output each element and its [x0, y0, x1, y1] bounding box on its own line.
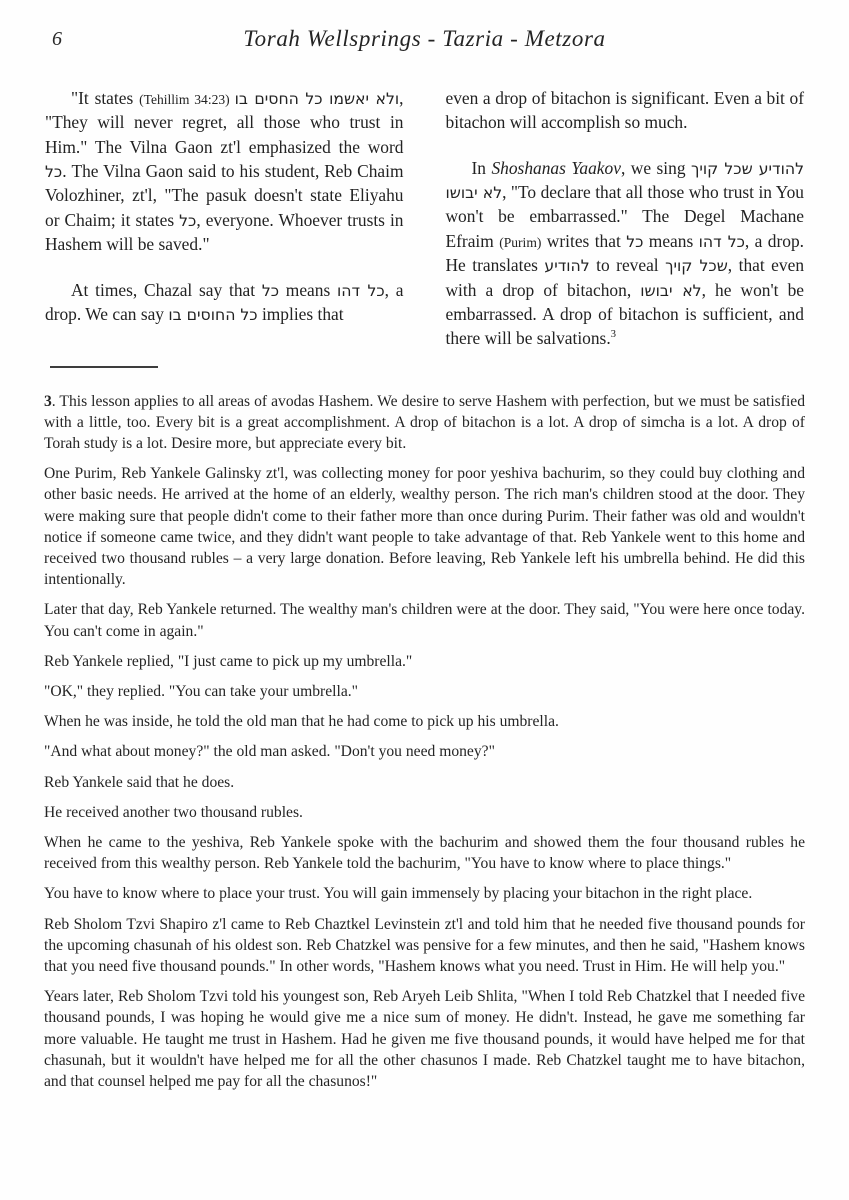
body-paragraph: [45, 86, 404, 257]
text-segment: When he was inside, he told the old man that he had come to pick up his umbrella.: [44, 713, 559, 731]
text-segment: . This lesson applies to all areas of avodas Hashem. We desire to serve Hashem with perfection, but we must be satisfied with a little, too. Every bit is a great accomplishment. A drop of bitachon is a lot. A drop of simcha is a lot. A drop of Torah study is a lot. Desire more, but appreciate every bit.: [44, 392, 805, 452]
footnotes-section: [0, 368, 849, 1093]
text-segment: (Tehillim 34:23): [139, 92, 235, 107]
footnote-paragraph: [44, 986, 805, 1092]
text-segment: implies that: [257, 303, 344, 324]
text-segment: 3: [44, 392, 52, 410]
body-paragraph: [446, 156, 805, 351]
text-segment: One Purim, Reb Yankele Galinsky zt'l, was collecting money for poor yeshiva bachurim, so they could buy clothing and other basic needs. He arrived at the home of an elderly, wealthy person. The rich man's children stood at the door. They were making sure that people didn't come to their father more than once during Purim. Their father was old and wouldn't notice if someone came twice, and they didn't want people to take advantage of that. Reb Yankele went to this home and received two thousand rubles – a very large donation. Before leaving, Reb Yankele left his umbrella behind. He did this intentionally.: [44, 465, 805, 589]
two-column-body: [0, 86, 849, 351]
footnote-paragraph: [44, 651, 805, 672]
text-segment: means: [279, 279, 338, 300]
hebrew-text: כל: [45, 162, 63, 182]
page-header: [0, 0, 849, 60]
footnote-paragraph: [44, 463, 805, 590]
text-segment: , that even with a drop of bitachon,: [445, 255, 805, 300]
text-segment: At times, Chazal say that: [71, 279, 262, 300]
text-segment: Reb Yankele replied, "I just came to pick up my umbrella.": [44, 652, 413, 670]
hebrew-text: שכל קויך: [665, 256, 728, 276]
text-segment: Years later, Reb Sholom Tzvi told his youngest son, Reb Aryeh Leib Shlita, "When I told Reb Chatzkel that I needed five thousand pounds, I was hoping he would give me a nice sum of money. He didn't. Instead, he gave me something far more valuable. He taught me trust in Hashem. Had he given me five thousand pounds, it would have helped me for that chasunah, but it wouldn't have helped me for all the other chasunos I made. Reb Chatzkel taught me to have bitachon, and that counsel helped me pay for all the chasunos!": [44, 988, 805, 1091]
body-paragraph: [45, 278, 404, 327]
footnote-paragraph: [44, 391, 805, 455]
text-segment: When he came to the yeshiva, Reb Yankele spoke with the bachurim and showed them the four thousand rubles he received from this wealthy person. Reb Yankele told the bachurim, "You have to know where to place things.": [44, 834, 805, 873]
footnote-paragraph: [44, 711, 805, 732]
hebrew-text: כל דהו: [698, 231, 745, 251]
text-segment: , "To declare that all those who trust in You won't be embarrassed." The Degel Machane Efraim: [445, 182, 804, 251]
text-segment: Later that day, Reb Yankele returned. The wealthy man's children were at the door. They said, "You were here once today. You can't come in again.": [44, 601, 805, 640]
left-column: [45, 86, 404, 351]
text-segment: even a drop of bitachon is significant. Even a bit of bitachon will accomplish so much.: [445, 88, 804, 133]
text-segment: Reb Sholom Tzvi Shapiro z'l came to Reb Chaztkel Levinstein zt'l and told him that he needed five thousand pounds for the upcoming chasunah of his oldest son. Reb Chatzkel was pensive for a few minutes, and then he said, "Hashem knows that you need five thousand pounds." In other words, "Hashem knows what you need. Trust in Him. He will help you.": [44, 915, 805, 976]
hebrew-text: כל: [179, 210, 197, 230]
hebrew-text: ולא יאשמו כל החסים בו: [234, 89, 400, 108]
footnote-paragraph: [44, 914, 805, 978]
text-segment: to reveal: [589, 255, 666, 276]
footnote-paragraph: [44, 883, 805, 904]
text-segment: 3: [610, 328, 617, 341]
body-paragraph: [446, 86, 805, 135]
text-segment: Reb Yankele said that he does.: [44, 773, 235, 791]
text-segment: , "They will never regret, all those who trust in Him." The Vilna Gaon zt'l emphasized the word: [45, 88, 404, 157]
text-segment: Shoshanas Yaakov: [491, 157, 621, 178]
text-segment: (Purim): [499, 234, 542, 250]
hebrew-text: כל דהו: [337, 280, 385, 300]
text-segment: , we sing: [620, 157, 691, 178]
text-segment: "And what about money?" the old man asked. "Don't you need money?": [44, 743, 495, 761]
text-segment: He received another two thousand rubles.: [44, 803, 303, 821]
page-title: Torah Wellsprings - Tazria - Metzora: [243, 26, 606, 51]
text-segment: , a drop. We can say: [45, 279, 404, 324]
hebrew-text: כל החוסים בו: [168, 304, 258, 324]
text-segment: . The Vilna Gaon said to his student, Reb Chaim Volozhiner, zt'l, "The pasuk doesn't state Eliyahu or Chaim; it states: [45, 161, 404, 230]
hebrew-text: להודיע: [544, 256, 590, 276]
footnote-paragraph: [44, 772, 805, 793]
footnote-paragraph: [44, 802, 805, 823]
text-segment: means: [643, 230, 699, 251]
footnote-paragraph: [44, 832, 805, 874]
footnote-paragraph: [44, 681, 805, 702]
text-segment: In: [471, 157, 492, 178]
hebrew-text: להודיע שכל קויך לא יבושו: [445, 158, 804, 203]
footnote-paragraph: [44, 741, 805, 762]
footnote-paragraph: [44, 599, 805, 641]
text-segment: "It states: [71, 88, 140, 108]
right-column: [446, 86, 805, 351]
text-segment: You have to know where to place your trust. You will gain immensely by placing your bitachon in the right place.: [44, 885, 753, 903]
hebrew-text: כל: [261, 280, 280, 300]
text-segment: "OK," they replied. "You can take your umbrella.": [44, 683, 359, 701]
hebrew-text: כל: [626, 231, 644, 251]
text-segment: , a drop. He translates: [445, 230, 805, 276]
text-segment: , he won't be embarrassed. A drop of bitachon is sufficient, and there will be salvations.: [445, 279, 804, 349]
hebrew-text: לא יבושו: [640, 280, 702, 300]
page-number: 6: [52, 28, 62, 50]
text-segment: , everyone. Whoever trusts in Hashem will be saved.": [45, 209, 404, 255]
text-segment: writes that: [541, 230, 627, 251]
